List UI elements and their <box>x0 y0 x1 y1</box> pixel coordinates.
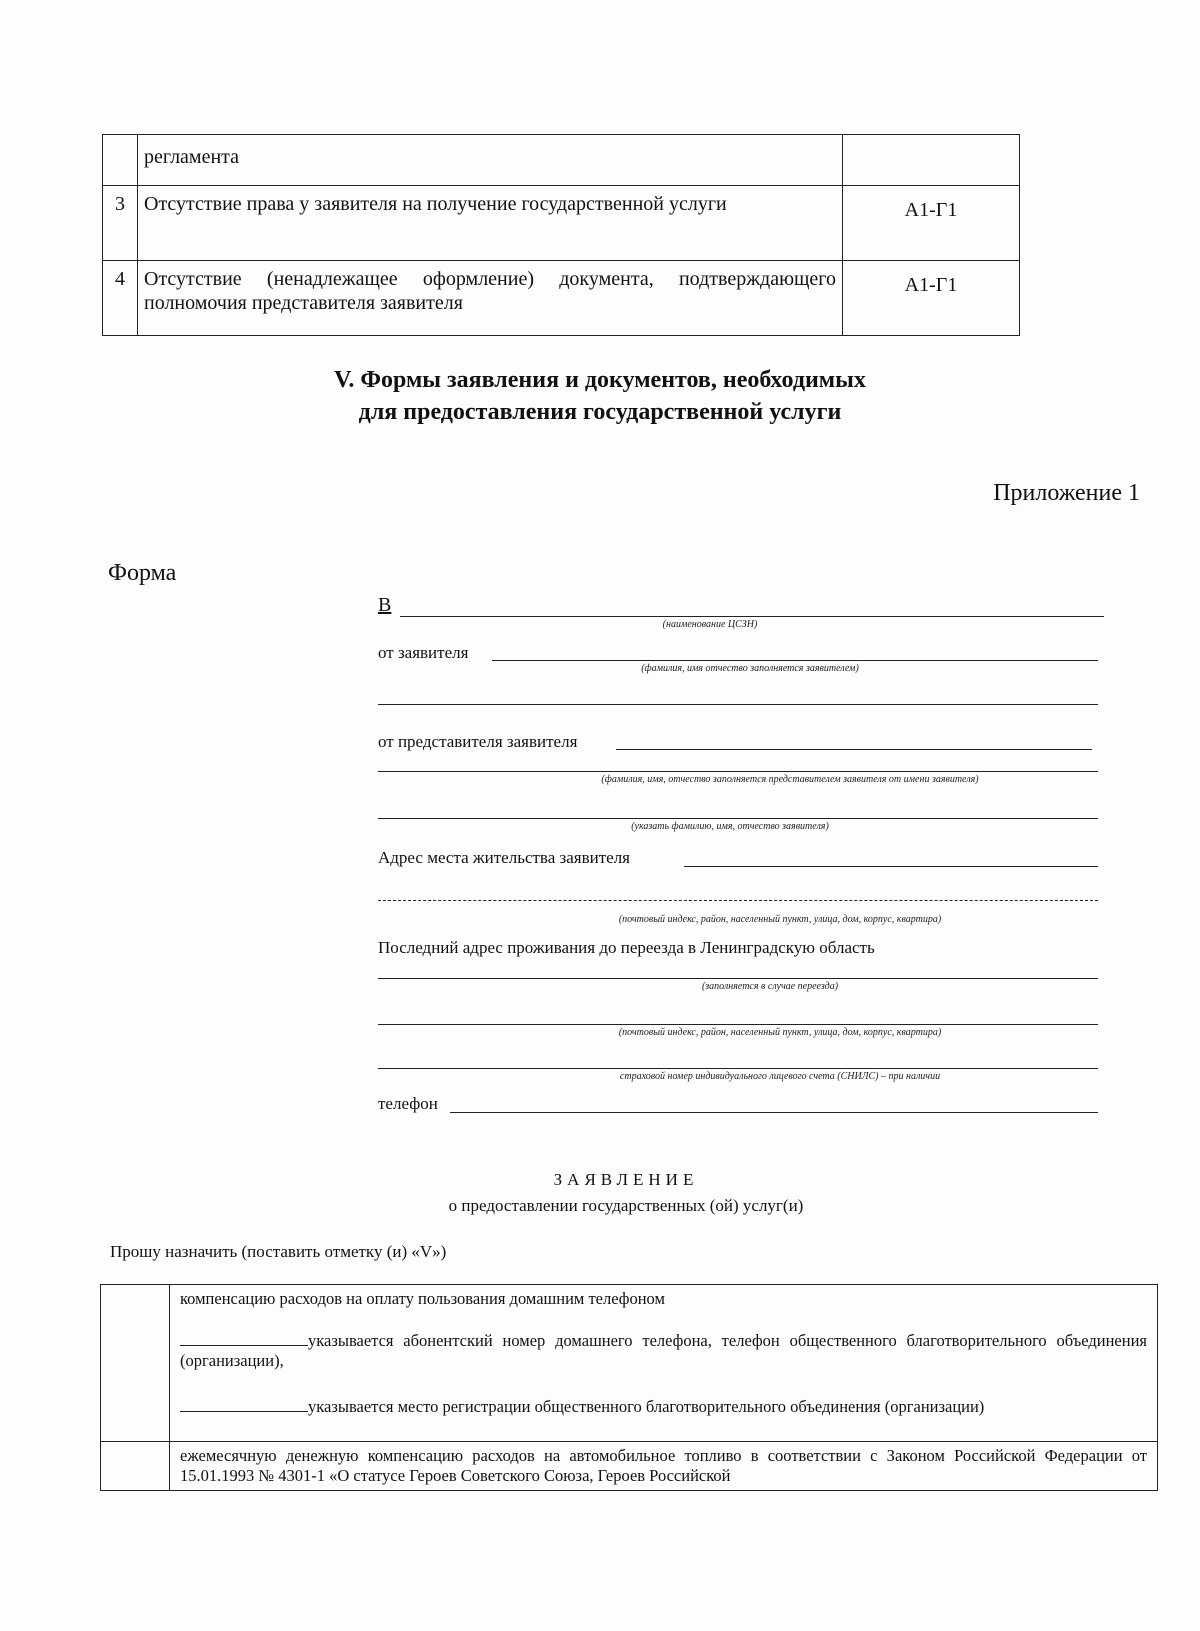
row-code: А1-Г1 <box>843 186 1020 261</box>
section-title <box>0 364 1200 428</box>
appendix-label: Приложение 1 <box>993 480 1140 506</box>
from-rep-label: от представителя заявителя <box>378 732 578 751</box>
last-address-hint2: (почтовый индекс, район, населенный пункт, улица, дом, корпус, квартира) <box>618 1027 942 1038</box>
row-text: регламента <box>138 135 843 186</box>
section-title-line2: для предоставления государственной услуги <box>358 399 842 425</box>
row-number: 3 <box>103 186 138 261</box>
statement-prompt: Прошу назначить (поставить отметку (и) «V») <box>110 1242 447 1261</box>
checkbox-cell[interactable] <box>101 1285 170 1442</box>
snils-hint: страховой номер индивидуального лицевого счета (СНИЛС) – при наличии <box>619 1071 941 1082</box>
address-label: Адрес места жительства заявителя <box>378 848 631 867</box>
last-address-label: Последний адрес проживания до переезда в Ленинградскую область <box>378 938 875 957</box>
applicant-name-hint: (указать фамилию, имя, отчество заявителя) <box>631 821 829 832</box>
form-label: Форма <box>108 560 177 586</box>
services-table <box>100 1284 1158 1491</box>
to-label: В <box>378 594 392 616</box>
service-line1: компенсацию расходов на оплату пользования домашним телефоном <box>180 1289 665 1308</box>
table-row <box>101 1285 1158 1442</box>
last-address-hint1: (заполняется в случае переезда) <box>701 981 839 992</box>
service-line3: указывается место регистрации общественного благотворительного объединения (организации) <box>308 1397 985 1416</box>
row-code <box>843 135 1020 186</box>
service-line2: указывается абонентский номер домашнего телефона, телефон общественного благотворительного объединения (организации), <box>180 1331 1147 1370</box>
to-field[interactable] <box>400 616 1104 617</box>
last-address-field[interactable] <box>378 978 1098 979</box>
phone-field[interactable] <box>450 1112 1098 1113</box>
from-rep-field-2[interactable] <box>378 771 1098 772</box>
applicant-name-field[interactable] <box>378 818 1098 819</box>
table-row <box>101 1442 1158 1491</box>
from-applicant-field-2[interactable] <box>378 704 1098 705</box>
table-row <box>103 135 1020 186</box>
from-rep-field[interactable] <box>616 749 1092 750</box>
from-rep-hint: (фамилия, имя, отчество заполняется представителем заявителя от имени заявителя) <box>601 774 979 785</box>
service-line3-block <box>180 1397 1147 1417</box>
row-text: Отсутствие права у заявителя на получение государственной услуги <box>138 186 843 261</box>
from-applicant-hint: (фамилия, имя отчество заполняется заявителем) <box>641 663 859 674</box>
address-hint: (почтовый индекс, район, населенный пункт, улица, дом, корпус, квартира) <box>618 914 942 925</box>
address-field[interactable] <box>684 866 1098 867</box>
phone-label: телефон <box>378 1094 438 1113</box>
checkbox-cell[interactable] <box>101 1442 170 1491</box>
statement-subtitle: о предоставлении государственных (ой) услуг(и) <box>448 1196 804 1215</box>
address-field-2[interactable] <box>378 900 1098 901</box>
registration-blank[interactable] <box>180 1397 308 1412</box>
row-number: 4 <box>103 261 138 336</box>
service-description <box>170 1285 1158 1442</box>
from-applicant-field[interactable] <box>492 660 1098 661</box>
snils-field[interactable] <box>378 1068 1098 1069</box>
row-code: А1-Г1 <box>843 261 1020 336</box>
row-text: Отсутствие (ненадлежащее оформление) документа, подтверждающего полномочия представителя заявителя <box>138 261 843 336</box>
last-address-field-2[interactable] <box>378 1024 1098 1025</box>
statement-title: ЗАЯВЛЕНИЕ <box>553 1170 699 1189</box>
phone-blank[interactable] <box>180 1331 308 1346</box>
to-hint: (наименование ЦСЗН) <box>662 619 758 630</box>
reasons-table <box>102 134 1020 336</box>
from-applicant-label: от заявителя <box>378 643 469 662</box>
table-row <box>103 261 1020 336</box>
section-title-line1: V. Формы заявления и документов, необходимых <box>334 367 866 393</box>
row-number <box>103 135 138 186</box>
table-row <box>103 186 1020 261</box>
service-description: ежемесячную денежную компенсацию расходов на автомобильное топливо в соответствии с Законом Российской Федерации от 15.01.1993 № 4301-1 «О статусе Героев Советского Союза, Героев Российской <box>170 1442 1158 1491</box>
service-line2-block <box>180 1331 1147 1371</box>
